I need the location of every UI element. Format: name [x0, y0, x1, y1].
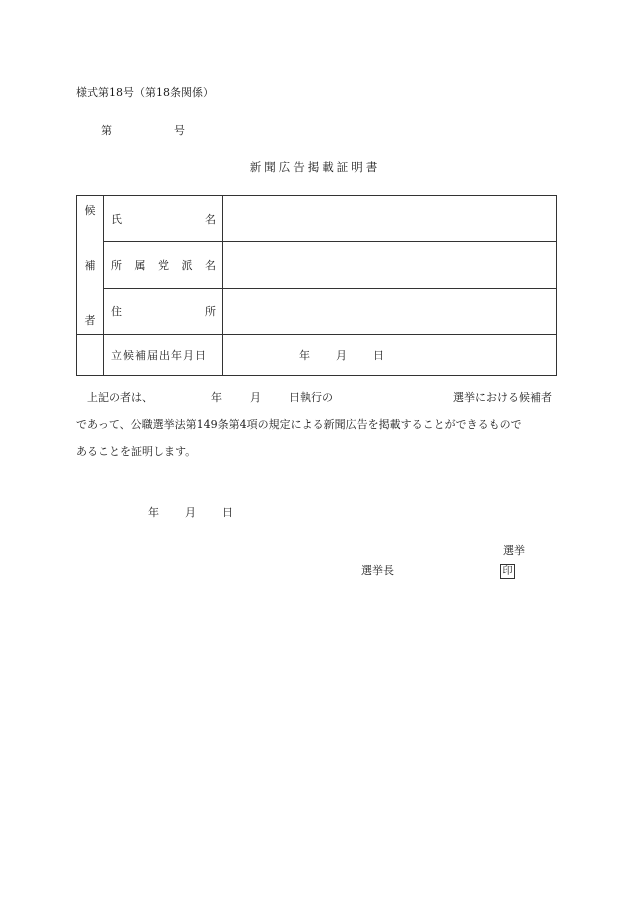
party-value-field[interactable] — [223, 242, 557, 288]
table-row — [77, 196, 557, 242]
filing-date-label — [104, 335, 223, 376]
side-char: 補 — [84, 259, 96, 272]
label-char: 名 — [205, 212, 216, 226]
name-value-field[interactable] — [223, 196, 557, 242]
label-char: 所 — [205, 305, 216, 319]
year-char: 年 — [299, 349, 310, 362]
label-char: 党 — [158, 258, 169, 272]
side-char: 候 — [84, 204, 96, 217]
certification-paragraph-line-2: であって、公職選挙法第149条第4項の規定による新聞広告を掲載することができるもので — [76, 418, 522, 431]
number-prefix: 第 — [101, 124, 112, 137]
p1-month: 月 — [250, 391, 261, 404]
p1-year: 年 — [211, 391, 222, 404]
address-label — [104, 288, 223, 334]
month-char: 月 — [336, 349, 347, 362]
label-char: 派 — [181, 258, 193, 272]
p1-start: 上記の者は、 — [87, 391, 153, 404]
chairperson-label: 選挙長 — [361, 564, 394, 577]
p1-day-exec: 日執行の — [289, 391, 333, 404]
issue-month: 月 — [185, 506, 196, 519]
seal-mark: 印 — [500, 564, 515, 579]
side-char: 者 — [84, 314, 96, 327]
label-char: 属 — [134, 258, 146, 272]
certification-paragraph-line-1 — [76, 384, 556, 411]
issue-day: 日 — [222, 506, 233, 519]
label-char: 名 — [205, 258, 216, 272]
candidate-side-label — [77, 196, 104, 335]
issue-date — [148, 504, 233, 520]
candidate-side-blank — [77, 335, 104, 376]
table-row — [77, 242, 557, 288]
form-number-label: 様式第18号（第18条関係） — [76, 86, 214, 99]
address-value-field[interactable] — [223, 288, 557, 334]
p1-end: 選挙における候補者 — [453, 391, 552, 404]
label-char: 住 — [111, 305, 122, 319]
filing-date-label-text: 立候補届出年月日 — [111, 349, 207, 362]
table-row — [77, 288, 557, 334]
candidate-info-table — [76, 195, 557, 376]
table-row — [77, 335, 557, 376]
document-title: 新聞広告掲載証明書 — [249, 160, 381, 174]
day-char: 日 — [373, 349, 384, 362]
label-char: 所 — [111, 258, 122, 272]
label-char: 氏 — [111, 212, 122, 226]
chairperson-line — [361, 562, 515, 579]
issue-year: 年 — [148, 506, 159, 519]
election-name: 選挙 — [503, 544, 525, 557]
certification-paragraph-line-3: あることを証明します。 — [76, 445, 197, 458]
number-suffix: 号 — [174, 124, 185, 137]
document-number-line — [101, 122, 185, 138]
filing-date-value-field[interactable] — [223, 335, 557, 376]
name-label — [104, 196, 223, 242]
party-label — [104, 242, 223, 288]
